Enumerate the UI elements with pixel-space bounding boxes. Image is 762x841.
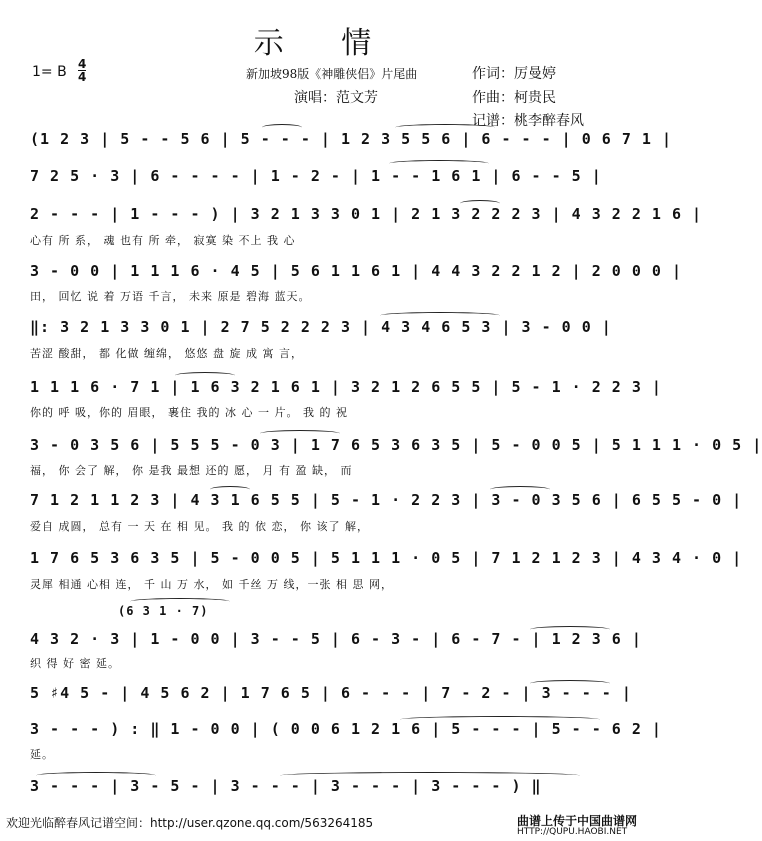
slur bbox=[380, 312, 500, 319]
lyric-line-12: 延。 bbox=[30, 748, 54, 761]
score-line-13: 3 - - - | 3 - 5 - | 3 - - - | 3 - - - | 3 - - - ) ‖ bbox=[30, 777, 542, 795]
score-line-3: 2 - - - | 1 - - - ) | 3 2 1 3 3 0 1 | 2 1 3 2 2 2 3 | 4 3 2 2 1 6 | bbox=[30, 205, 703, 223]
slur bbox=[395, 124, 495, 131]
slur bbox=[530, 680, 610, 687]
slur bbox=[389, 160, 489, 167]
slur bbox=[210, 486, 250, 493]
meter-bottom: 4 bbox=[78, 70, 87, 84]
slur bbox=[260, 430, 340, 437]
score-line-1: (1 2 3 | 5 - - 5 6 | 5 - - - | 1 2 3 5 5 6 | 6 - - - | 0 6 7 1 | bbox=[30, 130, 672, 148]
slur bbox=[175, 372, 235, 379]
composer: 作曲：柯贵民 bbox=[472, 90, 556, 106]
slur bbox=[280, 772, 580, 779]
transcriber: 记谱：桃李醉春风 bbox=[472, 113, 584, 129]
score-line-6: 1 1 1 6 · 7 1 | 1 6 3 2 1 6 1 | 3 2 1 2 6 5 5 | 5 - 1 · 2 2 3 | bbox=[30, 378, 662, 396]
score-line-12: 3 - - - ) : ‖ 1 - 0 0 | ( 0 0 6 1 2 1 6 | 5 - - - | 5 - - 6 2 | bbox=[30, 720, 662, 738]
page-title: 示 情 bbox=[253, 26, 396, 61]
lyric-line-9: 灵犀 相通 心相 连， 千 山 万 水， 如 千丝 万 线，一张 相 思 网， bbox=[30, 578, 393, 591]
score-line-11: 5 ♯4 5 - | 4 5 6 2 | 1 7 6 5 | 6 - - - | 7 - 2 - | 3 - - - | bbox=[30, 684, 632, 702]
lyric-line-6: 你的 呼 吸，你的 眉眼， 裹住 我的 冰 心 一 片。 我 的 祝 bbox=[30, 406, 348, 419]
score-line-8: 7 1 2 1 1 2 3 | 4 3 1 6 5 5 | 5 - 1 · 2 2 3 | 3 - 0 3 5 6 | 6 5 5 - 0 | bbox=[30, 491, 743, 509]
watermark: 曲谱上传于中国曲谱网 bbox=[517, 814, 638, 828]
lyric-line-3: 心有 所 系， 魂 也有 所 牵， 寂寞 染 不上 我 心 bbox=[30, 234, 296, 247]
lyric-line-4: 田， 回忆 说 着 万语 千言， 未来 原是 碧海 蓝天。 bbox=[30, 290, 311, 303]
score-line-4: 3 - 0 0 | 1 1 1 6 · 4 5 | 5 6 1 1 6 1 | 4 4 3 2 2 1 2 | 2 0 0 0 | bbox=[30, 262, 682, 280]
score-line-2: 7 2 5 · 3 | 6 - - - - | 1 - 2 - | 1 - - 1 6 1 | 6 - - 5 | bbox=[30, 167, 602, 185]
score-line-10: 4 3 2 · 3 | 1 - 0 0 | 3 - - 5 | 6 - 3 - | 6 - 7 - | 1 2 3 6 | bbox=[30, 630, 642, 648]
score-line-9: 1 7 6 5 3 6 3 5 | 5 - 0 0 5 | 5 1 1 1 · 0 5 | 7 1 2 1 2 3 | 4 3 4 · 0 | bbox=[30, 549, 743, 567]
footer-welcome: 欢迎光临醉春风记谱空间：http://user.qzone.qq.com/563264185 bbox=[6, 816, 374, 830]
slur bbox=[36, 772, 156, 779]
lyricist: 作词：厉曼婷 bbox=[472, 66, 556, 82]
lyric-line-10: 织 得 好 密 延。 bbox=[30, 657, 120, 670]
lyric-line-7: 福， 你 会了 解， 你 是我 最想 还的 愿， 月 有 盈 缺， 而 bbox=[30, 464, 353, 477]
slur bbox=[530, 626, 610, 633]
slur bbox=[490, 486, 550, 493]
watermark-url: HTTP://QUPU.HAOBI.NET bbox=[517, 827, 628, 837]
slur bbox=[130, 598, 230, 605]
slur bbox=[262, 124, 302, 131]
lyric-line-5: 苦涩 酸甜， 都 化做 缠绵， 悠悠 盘 旋 成 寓 言， bbox=[30, 347, 303, 360]
slur bbox=[460, 200, 500, 207]
subtitle: 新加坡98版《神雕侠侣》片尾曲 bbox=[246, 67, 418, 81]
slur bbox=[400, 716, 600, 723]
time-signature bbox=[78, 58, 86, 83]
ending-marker: (6 3 1 · 7) bbox=[118, 604, 209, 618]
lyric-line-8: 爱自 成圆， 总有 一 天 在 相 见。 我 的 依 恋， 你 该了 解， bbox=[30, 520, 369, 533]
singer: 演唱：范文芳 bbox=[294, 90, 378, 106]
meter-top: 4 bbox=[78, 57, 87, 71]
score-line-7: 3 - 0 3 5 6 | 5 5 5 - 0 3 | 1 7 6 5 3 6 3 5 | 5 - 0 0 5 | 5 1 1 1 · 0 5 | bbox=[30, 436, 762, 454]
key-signature: 1= B bbox=[32, 64, 67, 80]
score-line-5: ‖: 3 2 1 3 3 0 1 | 2 7 5 2 2 2 3 | 4 3 4 6 5 3 | 3 - 0 0 | bbox=[30, 318, 612, 336]
